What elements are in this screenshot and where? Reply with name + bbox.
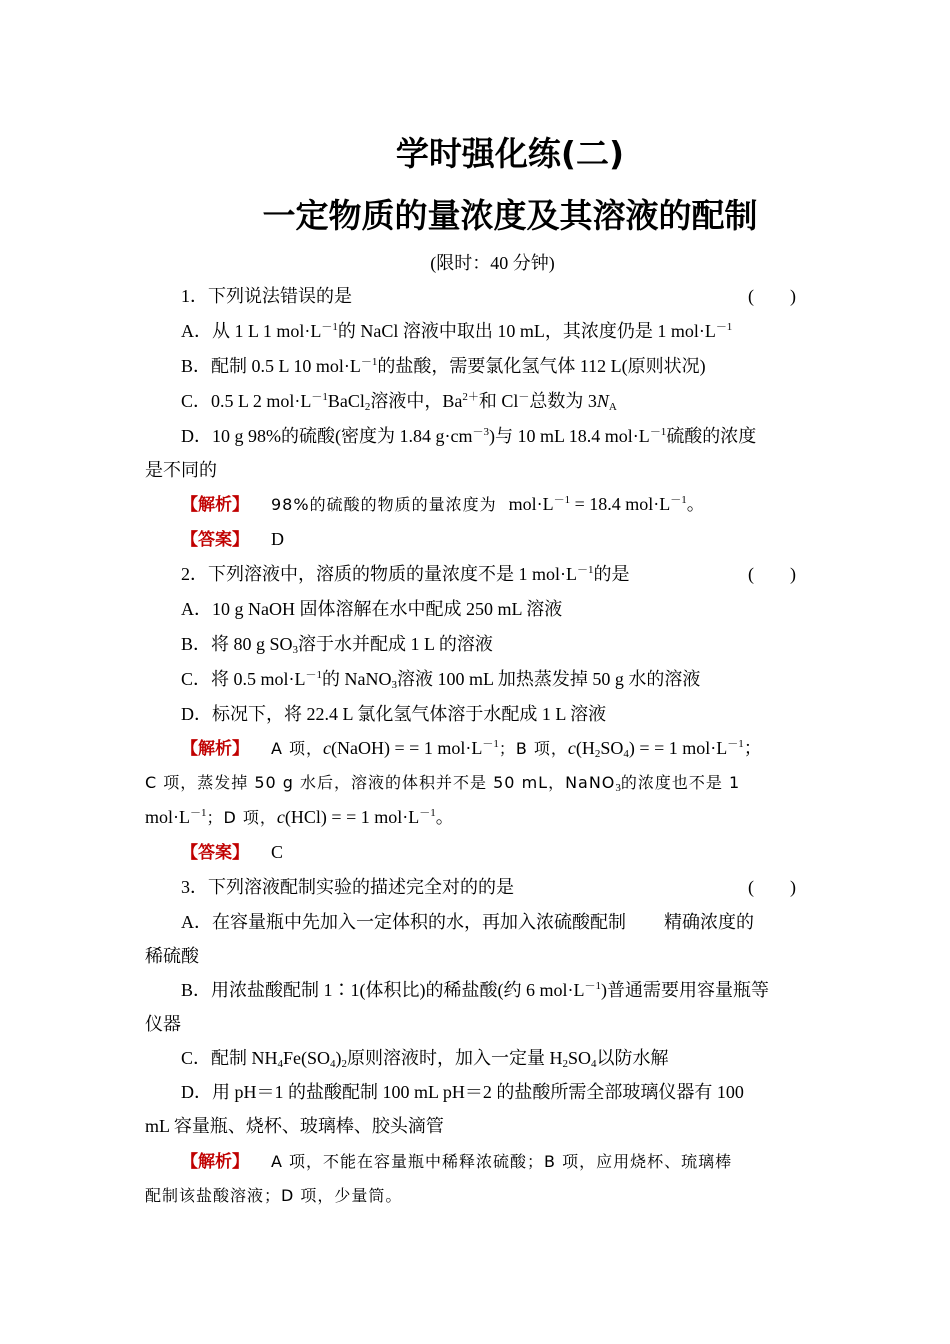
- q1-option-d: D．10 g 98%的硫酸(密度为 1.84 $g\cdot cm^{-3}$)与 10 mL 18.4 $mol\cdot L^{-1}$硫酸的浓度: [181, 426, 757, 446]
- q2-option-d: D．标况下，将 22.4 L 氯化氢气体溶于水配成 1 L 溶液: [181, 704, 607, 724]
- page-title: 学时强化练(二): [395, 134, 625, 173]
- q3-option-d: D．用 pH＝1 的盐酸配制 100 mL pH＝2 的盐酸所需全部玻璃仪器有 100: [181, 1082, 744, 1102]
- q3-answer-paren: ( ): [748, 877, 796, 897]
- q3-option-d-cont: mL 容量瓶、烧杯、玻璃棒、胶头滴管: [145, 1116, 444, 1136]
- q2-answer: 【答案】 C: [181, 842, 284, 863]
- q2-analysis-line1: 【解析】 A 项，c(NaOH) = = 1 $mol\cdot L^{-1}$；B 项，$c(H_2SO_4)$ = = 1 $mol\cdot L^{-1}$；: [181, 738, 762, 760]
- q1-option-a: A．从 1 L 1 $mol\cdot L^{-1}$的 NaCl 溶液中取出 10 mL，其浓度仍是 1 $mol\cdot L^{-1}$: [181, 321, 733, 341]
- q1-option-c: C．0.5 L 2 $mol\cdot L^{-1}BaCl_2$溶液中，$Ba^{2+}$和 Cl－总数为 $3N_A$: [181, 391, 617, 413]
- time-limit: (限时：40 分钟): [430, 253, 555, 273]
- answer-tag: 【答案】: [181, 530, 249, 550]
- q2-option-b: B．将 80 g $SO_3$溶于水并配成 1 L 的溶液: [181, 634, 493, 656]
- q2-analysis-line3: $mol\cdot L^{-1}$；D 项，c(HCl) = = 1 $mol\cdot L^{-1}$。: [145, 807, 454, 827]
- q3-option-a: A．在容量瓶中先加入一定体积的水，再加入浓硫酸配制 精确浓度的: [181, 912, 754, 932]
- q3-option-c: C．配制 $NH_4Fe(SO_4)_2$原则溶液时，加入一定量 $H_2SO_4$以防水解: [181, 1048, 669, 1070]
- q3-option-b: B．用浓盐酸配制 1∶1(体积比)的稀盐酸(约 6 $mol\cdot L^{-1}$)普通需要用容量瓶等: [181, 980, 769, 1000]
- q3-analysis-line2: 配制该盐酸溶液；D 项，少量筒。: [145, 1186, 403, 1205]
- analysis-tag: 【解析】: [181, 1152, 249, 1172]
- analysis-tag: 【解析】: [181, 495, 249, 515]
- q2-option-a: A．10 g NaOH 固体溶解在水中配成 250 mL 溶液: [181, 599, 563, 619]
- page-subtitle: 一定物质的量浓度及其溶液的配制: [262, 196, 758, 235]
- q2-answer-paren: ( ): [748, 564, 796, 584]
- q3-analysis-line1: 【解析】 A 项，不能在容量瓶中稀释浓硫酸；B 项，应用烧杯、琉璃棒: [181, 1152, 733, 1172]
- q1-answer: 【答案】 D: [181, 529, 284, 550]
- q1-option-b: B．配制 0.5 L 10 $mol\cdot L^{-1}$的盐酸，需要氯化氢气体 112 L(原则状况): [181, 356, 706, 376]
- q1-analysis: 【解析】 98%的硫酸的物质的量浓度为 $mol\cdot L^{-1} = 18.4$ $mol\cdot L^{-1}$。: [181, 494, 705, 515]
- q3-option-a-cont: 稀硫酸: [145, 946, 199, 966]
- analysis-tag: 【解析】: [181, 739, 249, 759]
- q3-option-b-cont: 仪器: [145, 1014, 181, 1034]
- q2-analysis-line2: C 项，蒸发掉 50 g 水后，溶液的体积并不是 50 mL，NaNO$_3$的浓度也不是 1: [145, 773, 741, 794]
- q1-option-d-cont: 是不同的: [145, 460, 217, 480]
- q2-stem: 2．下列溶液中，溶质的物质的量浓度不是 1 $mol\cdot L^{-1}$的是: [181, 564, 630, 584]
- answer-tag: 【答案】: [181, 843, 249, 863]
- q1-stem: 1．下列说法错误的是: [181, 286, 352, 306]
- q3-stem: 3．下列溶液配制实验的描述完全对的的是: [181, 877, 514, 897]
- q1-answer-paren: ( ): [748, 286, 796, 306]
- q2-option-c: C．将 0.5 $mol\cdot L^{-1}$的 NaNO$_3$溶液 100 mL 加热蒸发掉 50 g 水的溶液: [181, 669, 701, 691]
